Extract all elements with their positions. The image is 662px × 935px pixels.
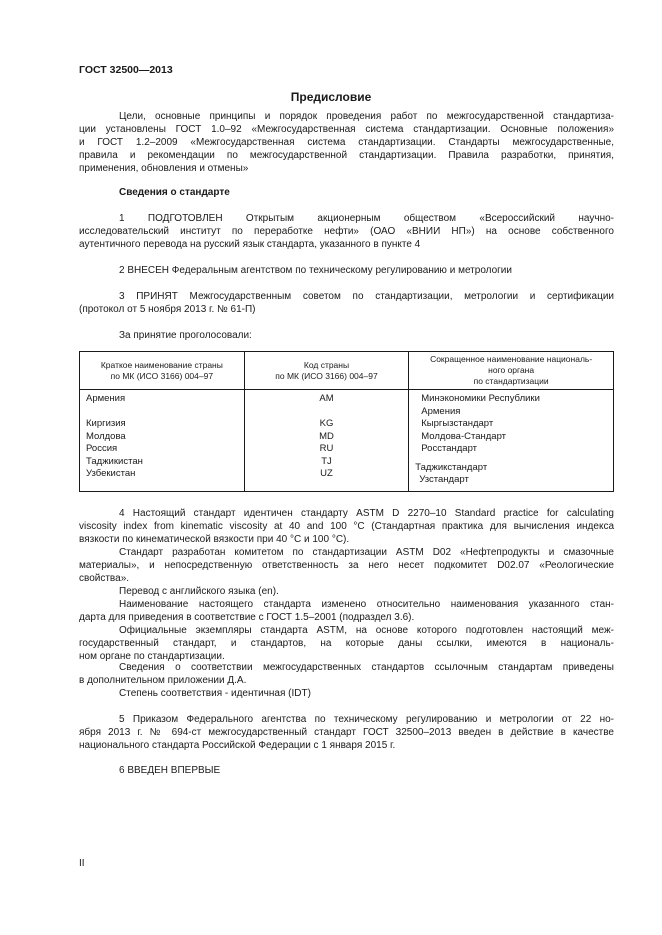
appendix-paragraph	[79, 661, 614, 687]
table-row	[80, 390, 614, 492]
country-cell: Армения Киргизия Молдова Россия Таджикистан Узбекистан	[80, 390, 245, 492]
organ-cell: Минэкономики Республики Армения Кыргызстандарт Молдова-Стандарт Росстандарт Таджикстандарт Узстандарт	[409, 390, 614, 492]
voting-table	[79, 351, 614, 492]
translation-note: Перевод с английского языка (en).	[119, 586, 279, 597]
text-line: вязкости по кинематической вязкости при 40 °С и 100 °С).	[79, 534, 350, 545]
text-line: свойства».	[79, 573, 130, 584]
item-3	[79, 290, 614, 316]
column-header-organ: Сокращенное наименование националь- ного органа по стандартизации	[409, 352, 614, 390]
item-4	[79, 507, 614, 546]
text-line: материалы», и непосредственную ответственность за него несет подкомитет D02.07 «Реологические	[79, 560, 614, 571]
text-line: ября 2013 г. № 694-ст межгосударственный стандарт ГОСТ 32500–2013 введен в действие в качестве	[79, 727, 614, 738]
item-6: 6 ВВЕДЕН ВПЕРВЫЕ	[119, 765, 221, 776]
text-line: ном органе по стандартизации.	[79, 651, 225, 662]
text-line: национального стандарта Российской Федерации с 1 января 2015 г.	[79, 740, 396, 751]
text-line: ции установлены ГОСТ 1.0–92 «Межгосударственная система стандартизации. Основные положения»	[79, 124, 614, 135]
item-2: 2 ВНЕСЕН Федеральным агентством по техническому регулированию и метрологии	[119, 265, 512, 276]
text-line: правила и рекомендации по межгосударственной стандартизации. Правила разработки, принятия,	[79, 150, 614, 161]
text-line: 1 ПОДГОТОВЛЕН Открытым акционерным обществом «Всероссийский научно-	[119, 213, 614, 224]
text-line: аутентичного перевода на русский язык стандарта, указанного в пункте 4	[79, 239, 421, 250]
conformity-degree: Степень соответствия - идентичная (IDT)	[119, 688, 311, 699]
text-line: (протокол от 5 ноября 2013 г. № 61-П)	[79, 304, 256, 315]
text-line: Наименование настоящего стандарта изменено относительно наименования указанного стан-	[119, 599, 614, 610]
text-line: государственный стандарт, и стандартов, на которые даны ссылки, имеются в националь-	[79, 638, 614, 649]
code-cell: AM KG MD RU TJ UZ	[244, 390, 409, 492]
text-line: Официальные экземпляры стандарта ASTM, на основе которого подготовлен настоящий меж-	[119, 625, 614, 636]
section-heading: Сведения о стандарте	[119, 187, 230, 198]
text-line: Сведения о соответствии межгосударственных стандартов ссылочным стандартам приведены	[119, 662, 614, 673]
table-header-row	[80, 352, 614, 390]
column-header-code: Код страны по МК (ИСО 3166) 004–97	[244, 352, 409, 390]
column-header-country: Краткое наименование страны по МК (ИСО 3166) 004–97	[80, 352, 245, 390]
text-line: 4 Настоящий стандарт идентичен стандарту ASTM D 2270–10 Standard practice for calculating	[119, 508, 614, 519]
rename-paragraph	[79, 598, 614, 624]
text-line: дарта для приведения в соответствие с ГОСТ 1.5–2001 (подраздел 3.6).	[79, 612, 415, 623]
text-line: Цели, основные принципы и порядок проведения работ по межгосударственной стандартиза-	[119, 111, 614, 122]
text-line: исследовательский институт по переработке нефти» (ОАО «ВНИИ НП») на основе собственного	[79, 226, 614, 237]
text-line: 3 ПРИНЯТ Межгосударственным советом по стандартизации, метрологии и сертификации	[119, 291, 614, 302]
intro-paragraph	[79, 110, 614, 175]
committee-paragraph	[79, 546, 614, 585]
text-line: Стандарт разработан комитетом по стандартизации ASTM D02 «Нефтепродукты и смазочные	[119, 547, 614, 558]
text-line: в дополнительном приложении Д.А.	[79, 675, 247, 686]
voted-label: За принятие проголосовали:	[119, 330, 252, 341]
text-line: viscosity index from kinematic viscosity at 40 and 100 °C (Стандартная практика для вычисления индекса	[79, 521, 614, 532]
official-copies-paragraph	[79, 624, 614, 663]
text-line: и ГОСТ 1.2–2009 «Межгосударственная система стандартизации. Стандарты межгосударственные,	[79, 137, 614, 148]
page-number: II	[79, 858, 85, 869]
item-5	[79, 713, 614, 752]
item-1	[79, 212, 614, 251]
text-line: применения, обновления и отмены»	[79, 163, 249, 174]
page-title: Предисловие	[290, 90, 372, 104]
document-header: ГОСТ 32500—2013	[79, 64, 173, 76]
text-line: 5 Приказом Федерального агентства по техническому регулированию и метрологии от 22 но-	[119, 714, 614, 725]
